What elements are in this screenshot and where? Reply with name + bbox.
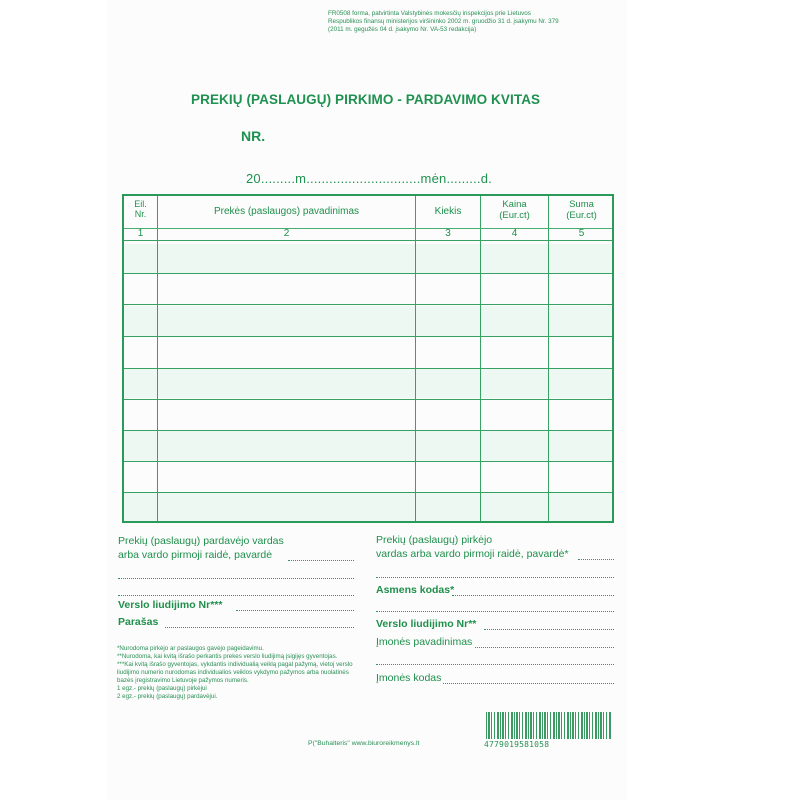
footnote: **Nurodoma, kai kvitą išrašo perkantis prekes verslo liudijimą įsigijęs gyventojas. xyxy=(117,653,338,661)
footnote: 2 egz.- prekių (paslaugų) pardavėjui. xyxy=(117,693,218,701)
seller-name-label-1: Prekių (paslaugų) pardavėjo vardas xyxy=(118,535,284,547)
signature-field[interactable] xyxy=(165,627,354,628)
header-text: Prekės (paslaugos) pavadinimas xyxy=(213,206,360,217)
row-divider xyxy=(124,430,612,431)
header-note-line: Respublikos finansų ministerijos viršininko 2002 m. gruodžio 31 d. įsakymu Nr. 379 xyxy=(328,18,559,26)
column-divider xyxy=(548,196,549,521)
column-number: 1 xyxy=(137,228,144,239)
column-number: 2 xyxy=(283,228,290,239)
company-name-label: Įmonės pavadinimas xyxy=(376,636,473,648)
personal-code-field[interactable] xyxy=(452,595,614,596)
row-divider xyxy=(124,368,612,369)
footnotes xyxy=(117,645,357,701)
items-table xyxy=(122,194,614,523)
row-divider xyxy=(124,304,612,305)
row-divider xyxy=(124,240,612,241)
company-code-field[interactable] xyxy=(443,683,614,684)
buyer-name-label-1: Prekių (paslaugų) pirkėjo xyxy=(376,534,493,546)
table-row[interactable] xyxy=(124,244,612,273)
receipt-number-label: NR. xyxy=(241,128,266,144)
personal-code-field-2[interactable] xyxy=(376,611,614,612)
header-sum xyxy=(549,200,614,222)
header-text: (Eur.ct) xyxy=(566,209,597,221)
table-row[interactable] xyxy=(124,368,612,398)
barcode-image xyxy=(486,712,612,739)
header-text: Nr. xyxy=(134,209,147,220)
column-divider xyxy=(157,196,158,521)
company-name-field[interactable] xyxy=(475,647,614,648)
column-divider xyxy=(480,196,481,521)
form-title: PREKIŲ (PASLAUGŲ) PIRKIMO - PARDAVIMO KVITAS xyxy=(191,92,541,107)
header-note xyxy=(328,10,618,34)
footnote: *Nurodoma pirkėjo ar paslaugos gavėjo pageidavimu. xyxy=(117,645,264,652)
footnote: 1 egz.- prekių (paslaugų) pirkėjui xyxy=(117,685,207,693)
personal-code-label: Asmens kodas* xyxy=(376,584,455,596)
row-divider xyxy=(124,461,612,462)
header-note-line: (2011 m. gegužės 04 d. įsakymo Nr. VA-53 redakcija) xyxy=(328,26,477,34)
date-line: 20.........m..............................mėn.........d. xyxy=(246,171,492,186)
header-text: Suma xyxy=(569,199,594,210)
header-price xyxy=(481,200,548,222)
buyer-name-field-2[interactable] xyxy=(376,577,614,578)
row-divider xyxy=(124,273,612,274)
table-row[interactable] xyxy=(124,493,612,521)
buyer-license-field[interactable] xyxy=(484,629,614,630)
seller-license-field[interactable] xyxy=(236,610,354,611)
row-divider xyxy=(124,399,612,400)
header-text: (Eur.ct) xyxy=(499,209,530,221)
row-divider xyxy=(124,336,612,337)
company-name-field-2[interactable] xyxy=(376,664,614,665)
company-code-label: Įmonės kodas xyxy=(376,672,442,684)
table-row[interactable] xyxy=(124,431,612,461)
header-text: Eil. xyxy=(134,199,147,209)
buyer-name-field[interactable] xyxy=(578,559,614,560)
seller-name-field-2[interactable] xyxy=(118,578,354,579)
footnote: ***Kai kvitą išrašo gyventojas, vykdantis individualią veiklą pagal pažymą, vietoj verslo liudijimo numerio nurodomas individualios veiklos vykdymo pažymos arba nuolatinės bazės įregistravimo Lietuvoje pažymos numeris. xyxy=(117,661,353,685)
header-quantity xyxy=(416,206,480,218)
header-row-number xyxy=(124,199,157,220)
header-item-name xyxy=(158,206,415,218)
column-number: 4 xyxy=(511,228,518,239)
table-row[interactable] xyxy=(124,306,612,336)
seller-name-field[interactable] xyxy=(288,560,354,561)
signature-label: Parašas xyxy=(118,616,159,628)
publisher-info: P("Buhalteris" www.biuroreikmenys.lt xyxy=(308,740,420,747)
header-text: Kaina xyxy=(502,199,527,210)
column-number: 3 xyxy=(445,228,451,239)
seller-license-label: Verslo liudijimo Nr*** xyxy=(118,599,223,611)
buyer-license-label: Verslo liudijimo Nr** xyxy=(376,618,477,630)
header-text: Kiekis xyxy=(434,206,462,217)
barcode-number: 4779019581058 xyxy=(484,740,550,749)
header-note-line: FR0508 forma, patvirtinta Valstybinės mokesčių inspekcijos prie Lietuvos xyxy=(328,10,531,17)
seller-name-label-2: arba vardo pirmoji raidė, pavardė xyxy=(118,549,273,561)
column-divider xyxy=(415,196,416,521)
row-divider xyxy=(124,492,612,493)
column-number: 5 xyxy=(578,228,585,239)
seller-name-field-3[interactable] xyxy=(118,595,354,596)
buyer-name-label-2: vardas arba vardo pirmoji raidė, pavardė* xyxy=(376,548,569,560)
